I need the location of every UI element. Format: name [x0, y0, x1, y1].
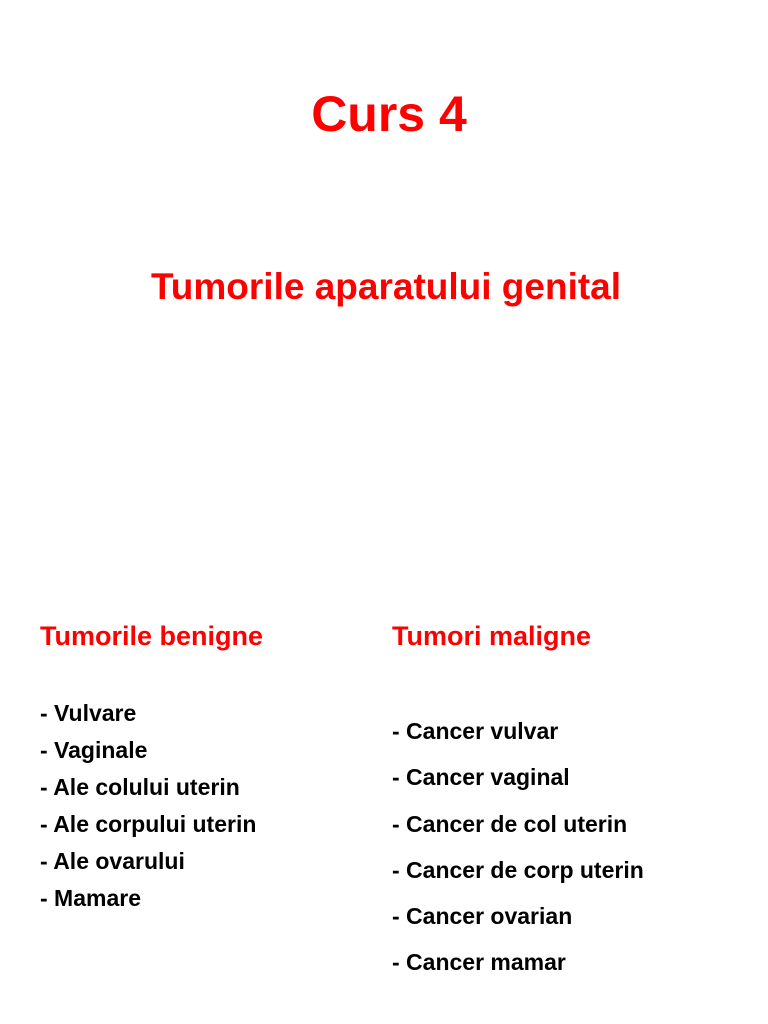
list-item: - Cancer vulvar: [392, 718, 559, 744]
list-item: - Mamare: [40, 885, 141, 911]
list-item: - Vulvare: [40, 700, 137, 726]
list-item: - Ale colului uterin: [40, 774, 240, 800]
slide-title: Curs 4: [311, 86, 467, 142]
malignant-tumors-heading: Tumori maligne: [392, 621, 592, 651]
malignant-tumors-list: [392, 714, 644, 992]
list-item: - Ale corpului uterin: [40, 811, 257, 837]
list-item: - Cancer mamar: [392, 949, 566, 976]
benign-tumors-list: [40, 697, 256, 919]
list-item: - Cancer ovarian: [392, 903, 573, 930]
benign-tumors-heading: Tumorile benigne: [40, 621, 264, 651]
list-item: - Cancer de corp uterin: [392, 856, 644, 883]
list-item: - Vaginale: [40, 737, 148, 763]
slide-subtitle: Tumorile aparatului genital: [150, 266, 622, 307]
list-item: - Cancer de col uterin: [392, 810, 628, 837]
list-item: - Cancer vaginal: [392, 764, 570, 791]
list-item: - Ale ovarului: [40, 848, 185, 874]
